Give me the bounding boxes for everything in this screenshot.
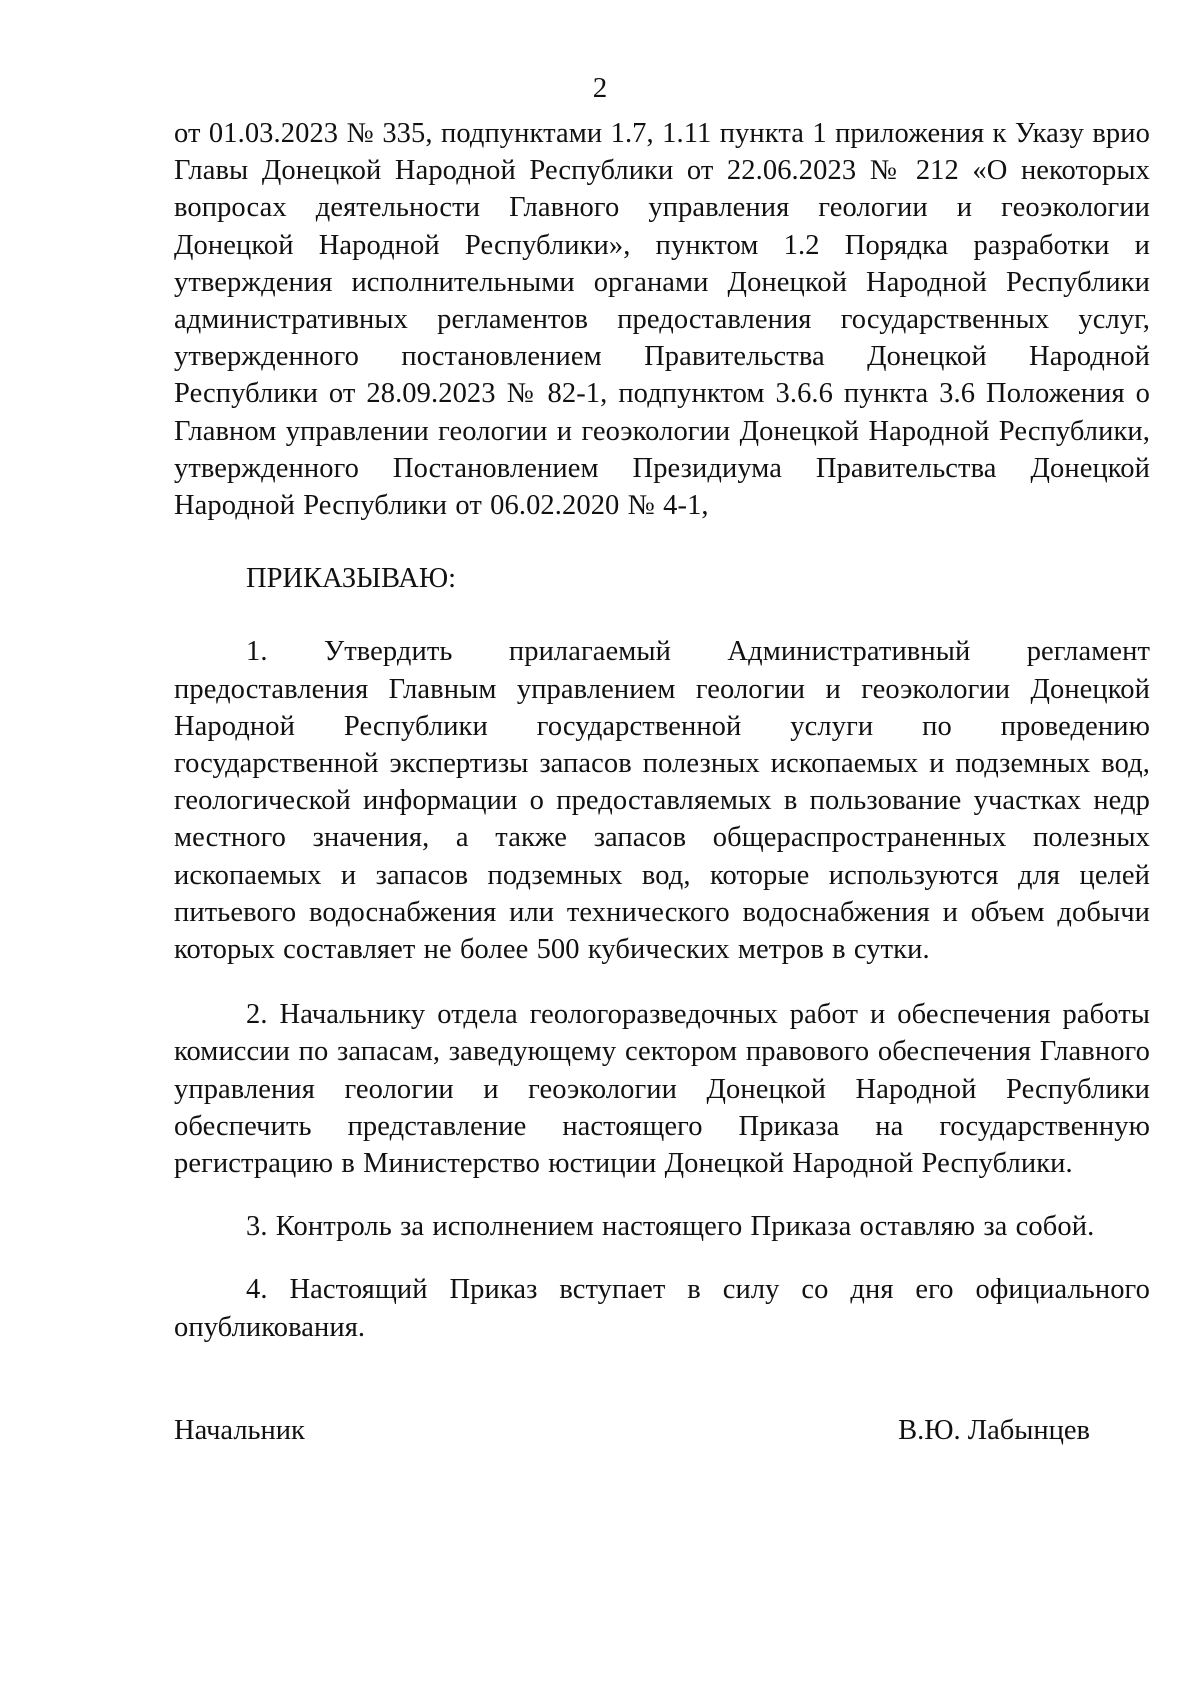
spacer xyxy=(174,1182,1150,1208)
order-item-3: 3. Контроль за исполнением настоящего Приказа оставляю за собой. xyxy=(246,1211,1095,1243)
order-heading: ПРИКАЗЫВАЮ: xyxy=(246,563,457,595)
order-item-4: 4. Настоящий Приказ вступает в силу со дня его официального опубликования. xyxy=(174,1274,1150,1343)
spacer xyxy=(174,1245,1150,1271)
order-item-1: 1. Утвердить прилагаемый Административный регламент предоставления Главным управлением геологии и геоэкологии Донецкой Народной Республики государственной услуги по проведению государственной экспертизы запасов полезных ископаемых и подземных вод, геологической информации о предоставляемых в пользование участках недр местного значения, а также запасов общераспространенных полезных ископаемых и запасов подземных вод, которые используются для целей питьевого водоснабжения или технического водоснабжения и объем добычи которых составляет не более 500 кубических метров в сутки. xyxy=(174,636,1150,966)
spacer xyxy=(174,524,1150,560)
spacer xyxy=(174,968,1150,996)
signatory-name: В.Ю. Лабынцев xyxy=(898,1415,1090,1446)
signature-block xyxy=(174,1412,1090,1449)
page-number: 2 xyxy=(592,72,608,104)
document-body xyxy=(174,115,1150,1346)
spacer xyxy=(174,597,1150,633)
order-item-2: 2. Начальнику отдела геологоразведочных работ и обеспечения работы комиссии по запасам, заведующему сектором правового обеспечения Главного управления геологии и геоэкологии Донецкой Народной Республики обеспечить представление настоящего Приказа на государственную регистрацию в Министерство юстиции Донецкой Народной Республики. xyxy=(174,999,1150,1180)
signatory-title: Начальник xyxy=(174,1415,305,1446)
intro-paragraph: от 01.03.2023 № 335, подпунктами 1.7, 1.11 пункта 1 приложения к Указу врио Главы Донецкой Народной Республики от 22.06.2023 № 212 «О некоторых вопросах деятельности Главного управления геологии и геоэкологии Донецкой Народной Республики», пунктом 1.2 Порядка разработки и утверждения исполнительными органами Донецкой Народной Республики административных регламентов предоставления государственных услуг, утвержденного постановлением Правительства Донецкой Народной Республики от 28.09.2023 № 82-1, подпунктом 3.6.6 пункта 3.6 Положения о Главном управлении геологии и геоэкологии Донецкой Народной Республики, утвержденного Постановлением Президиума Правительства Донецкой Народной Республики от 06.02.2020 № 4-1, xyxy=(174,118,1150,522)
